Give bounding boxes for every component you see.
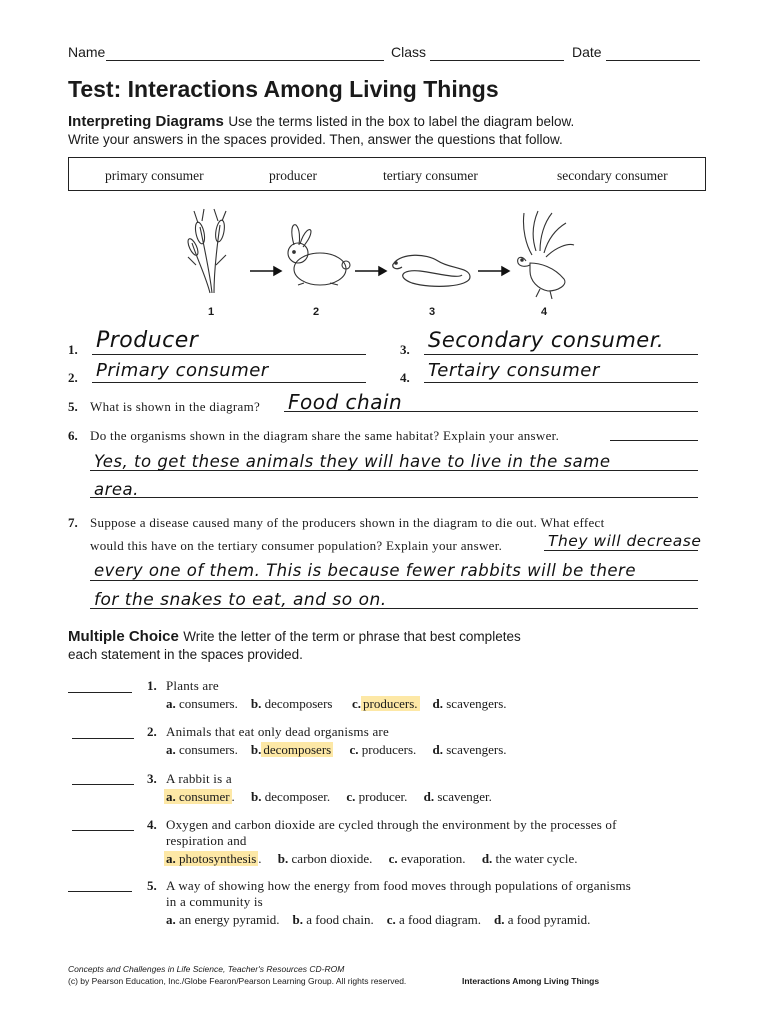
handwritten-answer: Secondary consumer. — [428, 328, 665, 352]
mc-number: 1. — [147, 678, 157, 693]
food-chain-diagram — [180, 205, 600, 305]
snake-icon — [393, 255, 470, 286]
mc-options: a. photosynthesis . b. carbon dioxide. c. evaporation. d. the water cycle. — [166, 851, 578, 866]
section-instruction: Use the terms listed in the box to label the diagram below. — [228, 114, 575, 129]
handwritten-answer: for the snakes to eat, and so on. — [94, 590, 387, 610]
mc-options: a. consumers. b. decomposers c. producers. d. scavengers. — [166, 696, 507, 711]
footer-copyright: (c) by Pearson Education, Inc./Globe Fearon/Pearson Learning Group. All rights reserved. — [68, 976, 407, 986]
question-number: 5. — [68, 399, 78, 414]
handwritten-answer: Producer — [96, 328, 199, 353]
page-title: Test: Interactions Among Living Things — [68, 76, 499, 102]
diagram-label: 1 — [208, 306, 215, 318]
term-box — [68, 157, 706, 191]
mc-options: a. an energy pyramid. b. a food chain. c. a food diagram. d. a food pyramid. — [166, 912, 591, 927]
handwritten-answer: Tertairy consumer — [428, 360, 600, 381]
section-instruction-2: each statement in the spaces provided. — [68, 647, 303, 662]
name-blank[interactable] — [106, 60, 384, 61]
question-number: 7. — [68, 515, 78, 530]
section-instruction: Write the letter of the term or phrase that best completes — [183, 629, 521, 644]
section-interpreting — [68, 113, 574, 131]
highlighted-option: producers. — [363, 696, 418, 711]
arrow-icon — [250, 267, 281, 275]
question-text: would this have on the tertiary consumer population? Explain your answer. — [90, 538, 503, 553]
answer-blank[interactable] — [610, 440, 698, 441]
mc-stem: A way of showing how the energy from food moves through populations of organisms — [166, 878, 632, 893]
term-item: secondary consumer — [557, 168, 668, 183]
mc-number: 2. — [147, 724, 157, 739]
name-label: Name — [68, 44, 106, 60]
class-label: Class — [391, 44, 427, 60]
rabbit-icon — [288, 225, 350, 285]
section-heading: Multiple Choice — [68, 628, 179, 645]
mc-stem: Oxygen and carbon dioxide are cycled through the environment by the processes of — [166, 817, 617, 832]
arrow-icon — [478, 267, 509, 275]
answer-blank[interactable] — [90, 580, 698, 581]
mc-stem: A rabbit is a — [166, 771, 232, 786]
mc-stem: respiration and — [166, 833, 247, 848]
mc-answer-blank[interactable] — [68, 692, 132, 693]
mc-options: a. consumers. b. decomposers c. producers. d. scavengers. — [166, 742, 507, 757]
term-item: producer — [269, 168, 317, 183]
class-blank[interactable] — [430, 60, 564, 61]
highlighted-option: decomposers — [263, 742, 332, 757]
section-instruction-2: Write your answers in the spaces provided. Then, answer the questions that follow. — [68, 132, 563, 147]
mc-number: 4. — [147, 817, 157, 832]
handwritten-answer: Food chain — [288, 390, 403, 414]
question-text: Do the organisms shown in the diagram share the same habitat? Explain your answer. — [90, 428, 560, 443]
highlighted-option: a. photosynthesis — [166, 851, 257, 866]
question-text: What is shown in the diagram? — [90, 399, 261, 414]
question-number: 6. — [68, 428, 78, 443]
mc-answer-blank[interactable] — [72, 784, 134, 785]
question-text: Suppose a disease caused many of the producers shown in the diagram to die out. What effect — [90, 515, 605, 530]
handwritten-answer: Primary consumer — [96, 360, 269, 381]
highlighted-option: a. consumer — [166, 789, 230, 804]
eagle-icon — [518, 211, 574, 299]
section-heading: Interpreting Diagrams — [68, 113, 224, 130]
question-number: 1. — [68, 342, 78, 357]
question-number: 3. — [400, 342, 410, 357]
date-label: Date — [572, 44, 602, 60]
question-number: 2. — [68, 370, 78, 385]
handwritten-answer: area. — [94, 480, 139, 499]
mc-stem: in a community is — [166, 894, 263, 909]
answer-blank[interactable] — [92, 382, 366, 383]
footer-source: Concepts and Challenges in Life Science, Teacher's Resources CD-ROM — [68, 964, 345, 974]
term-item: primary consumer — [105, 168, 204, 183]
handwritten-answer: every one of them. This is because fewer rabbits will be there — [94, 561, 636, 580]
footer-title: Interactions Among Living Things — [462, 976, 600, 986]
diagram-label: 2 — [313, 306, 320, 318]
mc-stem: Plants are — [166, 678, 219, 693]
mc-answer-blank[interactable] — [68, 891, 132, 892]
arrow-icon — [355, 267, 386, 275]
handwritten-answer: Yes, to get these animals they will have to live in the same — [94, 452, 611, 471]
mc-number: 3. — [147, 771, 157, 786]
answer-blank[interactable] — [90, 497, 698, 498]
mc-answer-blank[interactable] — [72, 738, 134, 739]
handwritten-answer: They will decrease — [548, 532, 702, 550]
mc-stem: Animals that eat only dead organisms are — [166, 724, 389, 739]
mc-answer-blank[interactable] — [72, 830, 134, 831]
term-item: tertiary consumer — [383, 168, 478, 183]
date-blank[interactable] — [606, 60, 700, 61]
mc-options: a. consumer . b. decomposer. c. producer. d. scavenger. — [166, 789, 492, 804]
answer-blank[interactable] — [424, 354, 698, 355]
wheat-icon — [186, 209, 226, 293]
diagram-label: 3 — [429, 306, 436, 318]
mc-number: 5. — [147, 878, 157, 893]
diagram-label: 4 — [541, 306, 548, 318]
answer-blank[interactable] — [424, 382, 698, 383]
question-number: 4. — [400, 370, 410, 385]
section-multiple-choice — [68, 628, 521, 646]
answer-blank[interactable] — [544, 550, 698, 551]
answer-blank[interactable] — [92, 354, 366, 355]
